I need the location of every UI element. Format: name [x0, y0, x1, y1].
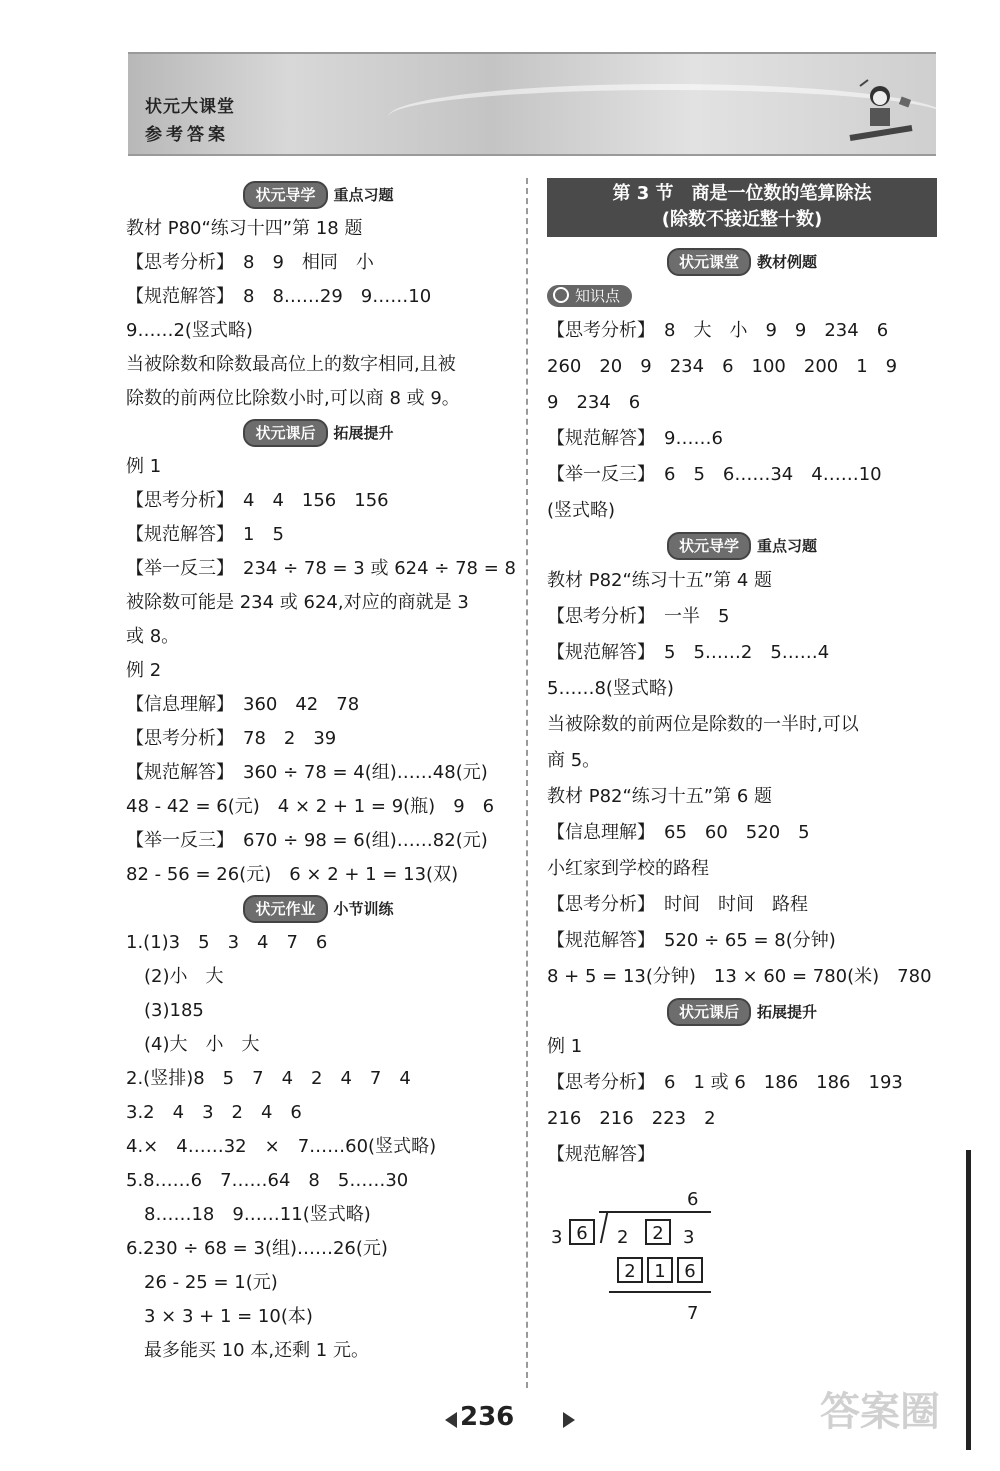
- text-line: 当被除数的前两位是除数的一半时,可以: [547, 714, 859, 735]
- text-line: 除数的前两位比除数小时,可以商 8 或 9。: [126, 388, 460, 409]
- text-line: 【规范解答】 360 ÷ 78 = 4(组)……48(元): [126, 762, 488, 783]
- text-line: 【规范解答】 8 8……29 9……10: [126, 286, 432, 307]
- section-title-box: [547, 178, 937, 237]
- division-bracket: [592, 1213, 608, 1243]
- section-pill: 状元课后: [667, 998, 751, 1026]
- text-line: 教材 P82“练习十五”第 4 题: [547, 570, 773, 591]
- text-line: 例 2: [126, 660, 162, 681]
- mascot-illustration: [840, 78, 920, 148]
- text-line: 小红家到学校的路程: [547, 858, 709, 879]
- text-line: 【规范解答】: [547, 1144, 655, 1165]
- text-line: 最多能买 10 本,还剩 1 元。: [144, 1340, 369, 1361]
- text-line: 被除数可能是 234 或 624,对应的商就是 3: [126, 592, 469, 613]
- header-subtitle: 参考答案: [145, 125, 229, 145]
- page-number: 236: [460, 1402, 515, 1432]
- text-line: 【规范解答】 520 ÷ 65 = 8(分钟): [547, 930, 836, 951]
- text-line: 260 20 9 234 6 100 200 1 9: [547, 356, 898, 377]
- text-line: 216 216 223 2: [547, 1108, 716, 1129]
- text-line: 例 1: [547, 1036, 583, 1057]
- text-line: 3 × 3 + 1 = 10(本): [144, 1306, 313, 1327]
- section-header-kehou-2: [547, 995, 937, 1029]
- section-label: 重点习题: [333, 186, 394, 204]
- section-header-daoxue-2: [547, 529, 937, 563]
- text-line: 2.(竖排)8 5 7 4 2 4 7 4: [126, 1068, 411, 1089]
- text-line: 【举一反三】 234 ÷ 78 = 3 或 624 ÷ 78 = 8: [126, 558, 516, 579]
- header-title: 状元大课堂: [145, 97, 235, 117]
- text-line: 8……18 9……11(竖式略): [144, 1204, 371, 1225]
- text-line: 8 + 5 = 13(分钟) 13 × 60 = 780(米) 780: [547, 966, 932, 987]
- section-pill: 状元导学: [243, 181, 327, 209]
- page-right-arrow-icon: [563, 1412, 575, 1428]
- text-line: 9 234 6: [547, 392, 641, 413]
- division-product-box: 1: [647, 1257, 673, 1283]
- division-product-box: 2: [617, 1257, 643, 1283]
- knowledge-tag-row: [547, 279, 937, 313]
- text-line: 26 - 25 = 1(元): [144, 1272, 278, 1293]
- left-column: [126, 178, 516, 1368]
- division-divisor-digit: 3: [551, 1227, 563, 1248]
- text-line: 或 8。: [126, 626, 180, 647]
- text-line: 5……8(竖式略): [547, 678, 674, 699]
- right-column: [547, 178, 937, 1331]
- header-banner: [128, 52, 936, 156]
- division-dividend-digit: 3: [683, 1227, 695, 1248]
- text-line: 6.230 ÷ 68 = 3(组)……26(元): [126, 1238, 388, 1259]
- text-line: 【思考分析】 78 2 39: [126, 728, 337, 749]
- division-subtract-line: [609, 1291, 711, 1293]
- knowledge-tag: [547, 285, 632, 307]
- section-pill: 状元作业: [243, 895, 327, 923]
- section-pill: 状元导学: [667, 532, 751, 560]
- text-line: (竖式略): [547, 500, 616, 521]
- text-line: 【思考分析】 6 1 或 6 186 186 193: [547, 1072, 903, 1093]
- section-header-ketang: [547, 245, 937, 279]
- text-line: 5.8……6 7……64 8 5……30: [126, 1170, 409, 1191]
- text-line: 【思考分析】 时间 时间 路程: [547, 894, 808, 915]
- column-divider: [526, 178, 528, 1388]
- section-header-daoxue: [126, 178, 511, 212]
- text-line: 教材 P82“练习十五”第 6 题: [547, 786, 773, 807]
- text-line: 9……2(竖式略): [126, 320, 253, 341]
- section-header-zuoye: [126, 892, 511, 926]
- text-line: 商 5。: [547, 750, 601, 771]
- text-line: 【信息理解】 360 42 78: [126, 694, 360, 715]
- text-line: (2)小 大: [144, 966, 224, 987]
- section-pill: 状元课堂: [667, 248, 751, 276]
- knowledge-tag-label: 知识点: [575, 287, 621, 305]
- text-line: 3.2 4 3 2 4 6: [126, 1102, 302, 1123]
- division-dividend-box: 2: [645, 1219, 671, 1245]
- text-line: 【规范解答】 9……6: [547, 428, 723, 449]
- text-line: 【举一反三】 6 5 6……34 4……10: [547, 464, 882, 485]
- division-divisor-box: 6: [569, 1219, 595, 1245]
- section-subtitle: (除数不接近整十数): [661, 209, 823, 230]
- text-line: 4.× 4……32 × 7……60(竖式略): [126, 1136, 437, 1157]
- page-left-arrow-icon: [445, 1412, 457, 1428]
- text-line: 【信息理解】 65 60 520 5: [547, 822, 810, 843]
- text-line: 1.(1)3 5 3 4 7 6: [126, 932, 328, 953]
- text-line: 【举一反三】 670 ÷ 98 = 6(组)……82(元): [126, 830, 488, 851]
- text-line: (4)大 小 大: [144, 1034, 260, 1055]
- text-line: 【思考分析】 8 大 小 9 9 234 6: [547, 320, 889, 341]
- section-label: 拓展提升: [757, 1003, 818, 1021]
- section-title: 第 3 节 商是一位数的笔算除法: [612, 183, 872, 204]
- division-product-box: 6: [677, 1257, 703, 1283]
- text-line: 当被除数和除数最高位上的数字相同,且被: [126, 354, 456, 375]
- division-dividend-digit: 2: [617, 1227, 629, 1248]
- margin-bar: [966, 1150, 971, 1450]
- section-pill: 状元课后: [243, 419, 327, 447]
- text-line: 教材 P80“练习十四”第 18 题: [126, 218, 363, 239]
- section-label: 教材例题: [757, 253, 818, 271]
- watermark: 答案圈: [820, 1389, 940, 1435]
- text-line: 【规范解答】 5 5……2 5……4: [547, 642, 830, 663]
- text-line: 【规范解答】 1 5: [126, 524, 284, 545]
- division-remainder: 7: [687, 1303, 699, 1324]
- section-label: 小节训练: [333, 900, 394, 918]
- section-label: 重点习题: [757, 537, 818, 555]
- text-line: 48 - 42 = 6(元) 4 × 2 + 1 = 9(瓶) 9 6: [126, 796, 495, 817]
- text-line: 例 1: [126, 456, 162, 477]
- long-division-figure: [547, 1181, 937, 1331]
- text-line: 【思考分析】 8 9 相同 小: [126, 252, 374, 273]
- section-header-kehou: [126, 416, 511, 450]
- section-label: 拓展提升: [333, 424, 394, 442]
- text-line: (3)185: [144, 1000, 204, 1021]
- division-bar: [599, 1211, 711, 1213]
- division-quotient: 6: [687, 1189, 699, 1210]
- text-line: 【思考分析】 一半 5: [547, 606, 730, 627]
- text-line: 【思考分析】 4 4 156 156: [126, 490, 389, 511]
- bullet-icon: [553, 287, 569, 303]
- text-line: 82 - 56 = 26(元) 6 × 2 + 1 = 13(双): [126, 864, 459, 885]
